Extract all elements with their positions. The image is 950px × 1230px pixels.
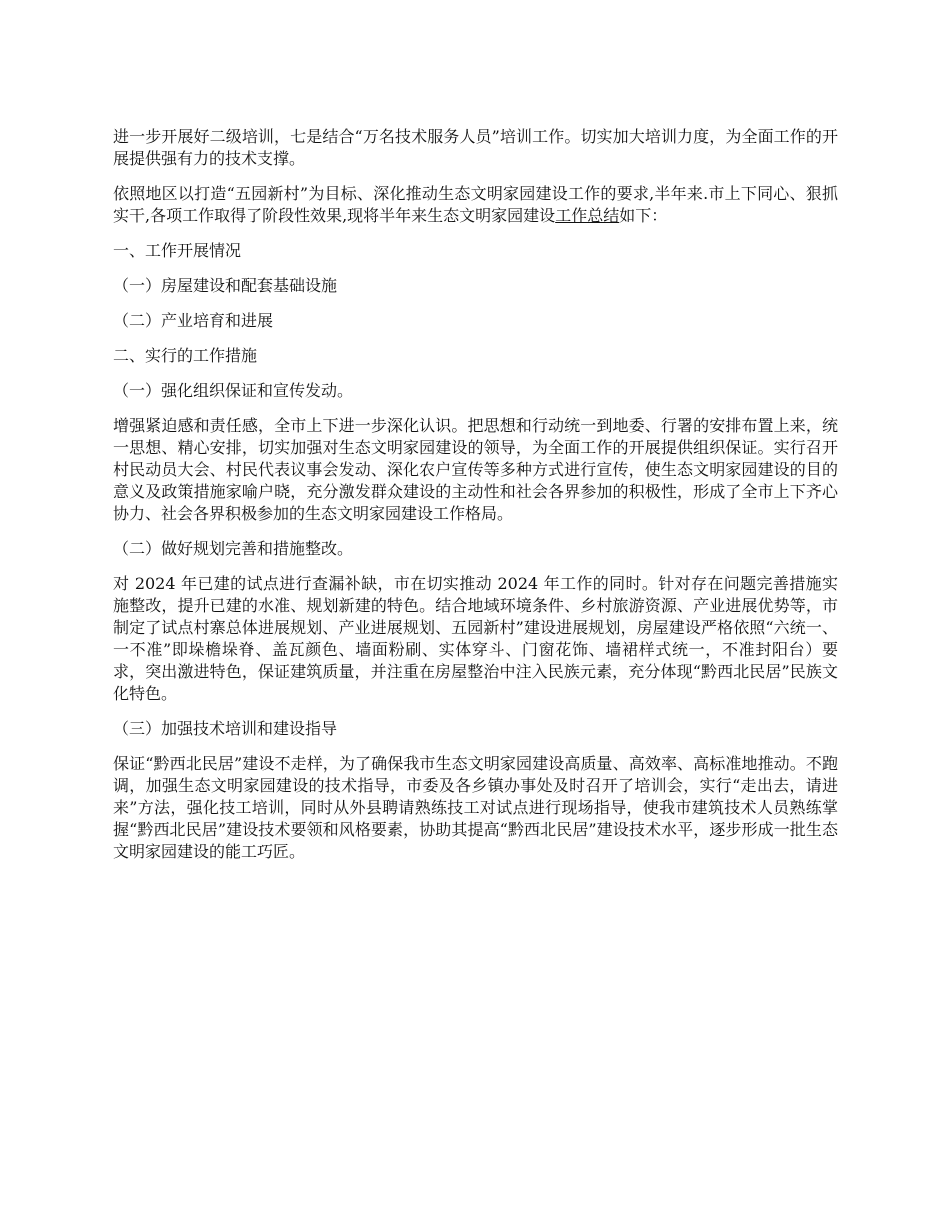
- subheading-industry: （二）产业培育和进展: [113, 311, 274, 330]
- paragraph-organization: 增强紧迫感和责任感，全市上下进一步深化认识。把思想和行动统一到地委、行署的安排布置上来，统一思想、精心安排，切实加强对生态文明家园建设的领导，为全面工作的开展提供组织保证。实行召开村民动员大会、村民代表议事会发动、深化农户宣传等多种方式进行宣传，使生态文明家园建设的目的意义及政策措施家喻户晓，充分激发群众建设的主动性和社会各界参加的积极性，形成了全市上下齐心协力、社会各界积极参加的生态文明家园建设工作格局。: [113, 416, 838, 523]
- paragraph-planning: 对 2024 年已建的试点进行查漏补缺，市在切实推动 2024 年工作的同时。针对存在问题完善措施实施整改，提升已建的水准、规划新建的特色。结合地域环境条件、乡村旅游资源、产业进展优势等，市制定了试点村寨总体进展规划、产业进展规划、五园新村”建设进展规划，房屋建设严格依照“六统一、一不准”即垛檐垛脊、盖瓦颜色、墙面粉刷、实体穿斗、门窗花饰、墙裙样式统一，不准封阳台）要求，突出激进特色，保证建筑质量，并注重在房屋整治中注入民族元素，充分体现“黔西北民居”民族文化特色。: [113, 574, 838, 703]
- subheading-planning: （二）做好规划完善和措施整改。: [113, 539, 354, 558]
- intro-text-end: 如下：: [619, 206, 668, 225]
- subheading-housing: （一）房屋建设和配套基础设施: [113, 276, 338, 295]
- paragraph-intro: [113, 183, 838, 227]
- heading-measures: 二、实行的工作措施: [113, 346, 258, 365]
- document-body: [113, 126, 838, 876]
- work-summary-link[interactable]: 工作总结: [555, 206, 620, 225]
- subheading-technical-training: （三）加强技术培训和建设指导: [113, 719, 338, 738]
- intro-text: 依照地区以打造“五园新村”为目标、深化推动生态文明家园建设工作的要求,半年来.市上下同心、狠抓实干,各项工作取得了阶段性效果,现将半年来生态文明家园建设: [113, 184, 838, 225]
- paragraph-technical-training: 保证“黔西北民居”建设不走样，为了确保我市生态文明家园建设高质量、高效率、高标准地推动。不跑调，加强生态文明家园建设的技术指导，市委及各乡镇办事处及时召开了培训会，实行“走出去，请进来”方法，强化技工培训，同时从外县聘请熟练技工对试点进行现场指导，使我市建筑技术人员熟练掌握“黔西北民居”建设技术要领和风格要素，协助其提高“黔西北民居”建设技术水平，逐步形成一批生态文明家园建设的能工巧匠。: [113, 754, 838, 861]
- heading-work-progress: 一、工作开展情况: [113, 241, 242, 260]
- subheading-organization: （一）强化组织保证和宣传发动。: [113, 381, 354, 400]
- paragraph-training: 进一步开展好二级培训，七是结合“万名技术服务人员”培训工作。切实加大培训力度，为全面工作的开展提供强有力的技术支撑。: [113, 127, 838, 168]
